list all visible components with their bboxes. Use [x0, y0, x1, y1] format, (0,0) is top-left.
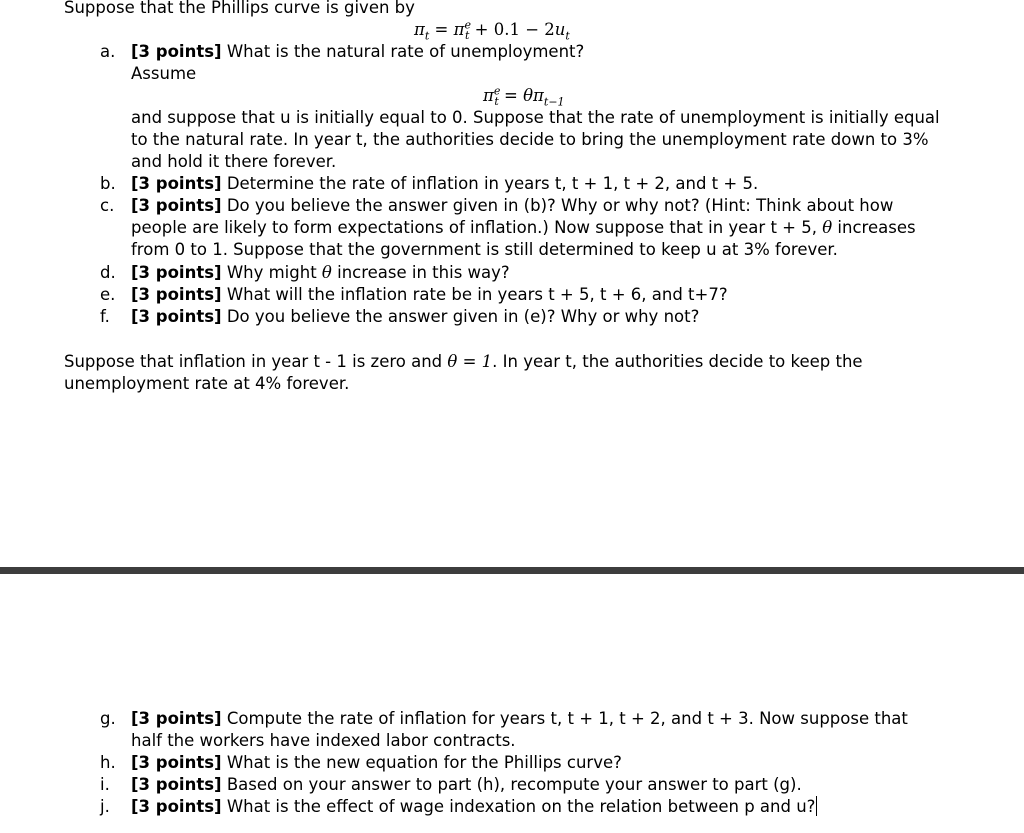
- question-f: [3 points] Do you believe the answer given in (e)? Why or why not?: [131, 307, 700, 326]
- question-a-label: a.: [100, 42, 116, 61]
- question-e: [3 points] What will the inflation rate be in years t + 5, t + 6, and t+7?: [131, 285, 728, 304]
- intro-text: Suppose that the Phillips curve is given by: [64, 0, 415, 17]
- question-b: [3 points] Determine the rate of inflation in years t, t + 1, t + 2, and t + 5.: [131, 174, 759, 193]
- assume-text: Assume: [131, 64, 197, 83]
- question-f-label: f.: [100, 307, 110, 326]
- question-i-label: i.: [100, 775, 110, 794]
- text-cursor: [816, 796, 817, 816]
- question-c-line2: people are likely to form expectations of inflation.) Now suppose that in year t + 5, θ increases: [131, 218, 916, 237]
- question-a: [3 points] What is the natural rate of unemployment?: [131, 42, 585, 61]
- question-c-line3: from 0 to 1. Suppose that the government is still determined to keep u at 3% forever.: [131, 240, 838, 259]
- page-divider: [0, 567, 1024, 574]
- question-g-line2: half the workers have indexed labor contracts.: [131, 731, 516, 750]
- question-d: [3 points] Why might θ increase in this way?: [131, 263, 510, 282]
- question-i: [3 points] Based on your answer to part (h), recompute your answer to part (g).: [131, 775, 802, 794]
- question-d-label: d.: [100, 263, 116, 282]
- question-c-label: c.: [100, 196, 115, 215]
- question-e-label: e.: [100, 285, 116, 304]
- question-c: [3 points] Do you believe the answer given in (b)? Why or why not? (Hint: Think about how: [131, 196, 894, 215]
- paragraph-2-line2: unemployment rate at 4% forever.: [64, 374, 350, 393]
- paragraph-line: and suppose that u is initially equal to 0. Suppose that the rate of unemployment is initially equal: [131, 108, 940, 127]
- paragraph-line: and hold it there forever.: [131, 152, 337, 171]
- question-j[interactable]: [3 points] What is the effect of wage indexation on the relation between p and u?: [131, 797, 816, 816]
- question-b-label: b.: [100, 174, 116, 193]
- question-h-label: h.: [100, 753, 116, 772]
- question-g: [3 points] Compute the rate of inflation for years t, t + 1, t + 2, and t + 3. Now suppose that: [131, 709, 908, 728]
- expectations-equation: $\pi^e_t = \theta\pi_{t-1}$: [483, 84, 565, 109]
- paragraph-2-line1: Suppose that inflation in year t - 1 is zero and θ = 1. In year t, the authorities decide to keep the: [64, 352, 863, 371]
- paragraph-line: to the natural rate. In year t, the authorities decide to bring the unemployment rate down to 3%: [131, 130, 929, 149]
- phillips-equation: $\pi_t = \pi^e_t + 0.1 - 2u_t$: [414, 18, 570, 43]
- question-h: [3 points] What is the new equation for the Phillips curve?: [131, 753, 622, 772]
- question-j-label: j.: [100, 797, 110, 816]
- question-g-label: g.: [100, 709, 116, 728]
